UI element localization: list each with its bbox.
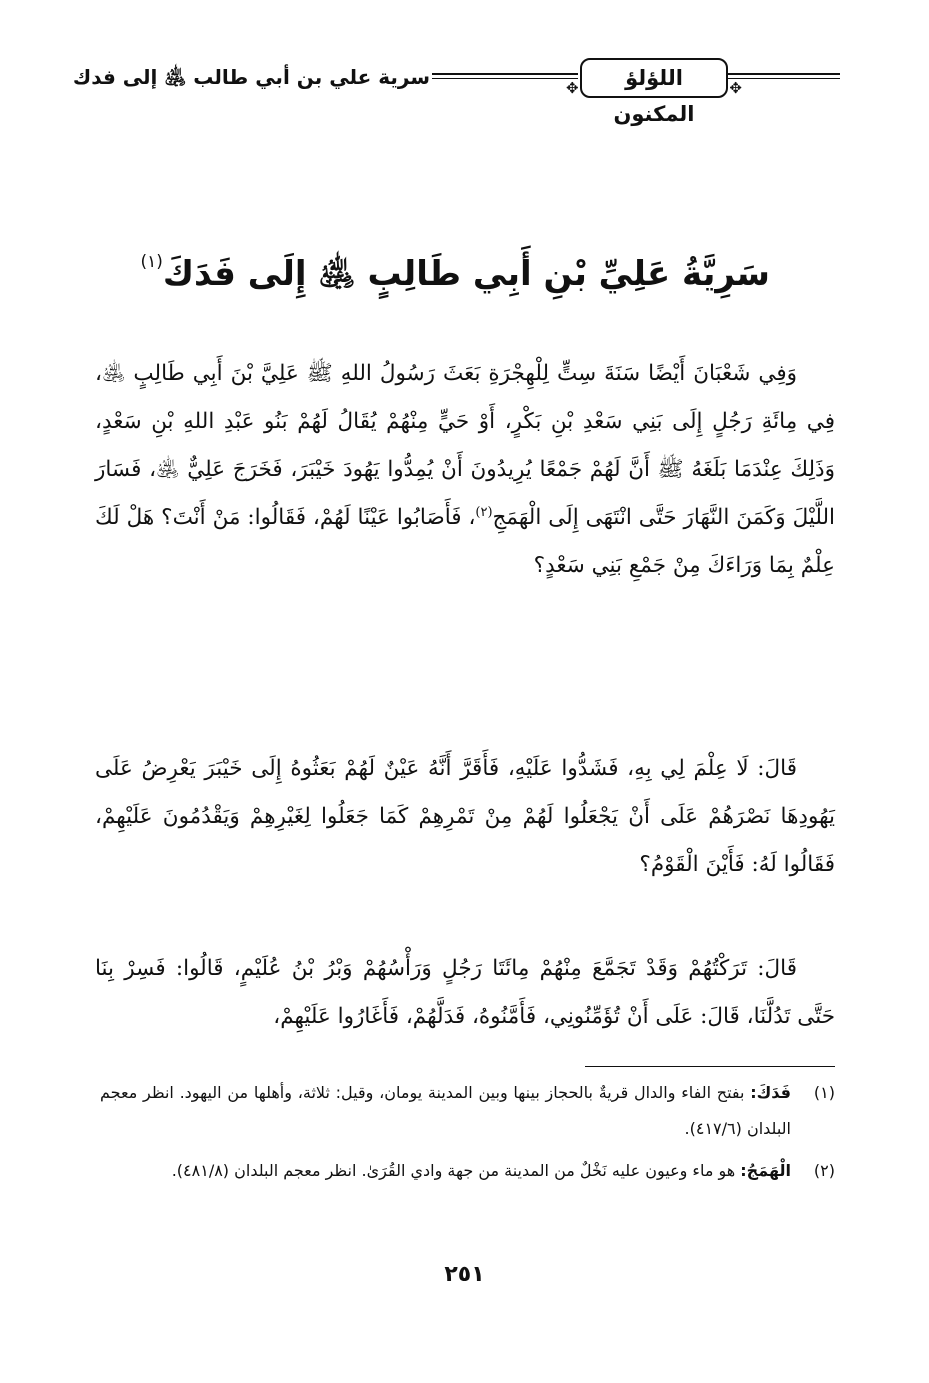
footnote-number: (٢)	[813, 1161, 835, 1180]
footnote-separator	[585, 1066, 835, 1067]
body-paragraph	[95, 745, 835, 889]
chapter-title-text: سَرِيَّةُ عَلِيِّ بْنِ أَبِي طَالِبٍ ﵁ إِلَى فَدَكَ	[162, 254, 770, 294]
body-paragraph	[95, 945, 835, 1041]
running-header-book-title: اللؤلؤ المكنون	[613, 66, 695, 126]
chapter-footnote-ref: (١)	[140, 252, 163, 272]
footnote-text: بفتح الفاء والدال قريةٌ بالحجاز بينها وبين المدينة يومان، وقيل: ثلاثة، وأهلها من اليهود. انظر معجم البلدان (٤١٧/٦).	[100, 1083, 791, 1138]
book-title-ornament	[566, 58, 742, 126]
running-header-chapter-title: سرية علي بن أبي طالب ﵁ إلى فدك	[72, 65, 430, 89]
paragraph-text: قَالَ: لَا عِلْمَ لِي بِهِ، فَشَدُّوا عَلَيْهِ، فَأَقَرَّ أَنَّهُ عَيْنٌ لَهُمْ بَعَثُوهُ إِلَى خَيْبَرَ يَعْرِضُ عَلَى يَهُودِهَا نَصْرَهُمْ عَلَى أَنْ يَجْعَلُوا لَهُمْ مِنْ تَمْرِهِمْ كَمَا جَعَلُوا لِغَيْرِهِمْ وَيَقْدُمُونَ عَلَيْهِمْ، فَقَالُوا لَهُ: فَأَيْنَ الْقَوْمُ؟	[95, 756, 835, 877]
ornament-flourish-right-icon: ✥	[729, 79, 742, 97]
header-rule-right	[728, 73, 840, 79]
paragraph-text: قَالَ: تَرَكْتُهُمْ وَقَدْ تَجَمَّعَ مِنْهُمْ مِائَتَا رَجُلٍ وَرَأْسُهُمْ وَبْرُ بْنُ عُلَيْمٍ، قَالُوا: فَسِرْ بِنَا حَتَّى تَدُلَّنَا، قَالَ: عَلَى أَنْ تُؤَمِّنُونِي، فَأَمَّنُوهُ، فَدَلَّهُمْ، فَأَغَارُوا عَلَيْهِمْ،	[95, 956, 835, 1029]
footnote-text: هو ماء وعيون عليه نَخْلٌ من المدينة من جهة وادي القُرَىٰ. انظر معجم البلدان (٤٨١/٨).	[171, 1161, 736, 1180]
footnote	[100, 1075, 835, 1147]
footnote-number: (١)	[813, 1083, 836, 1102]
body-paragraph	[95, 350, 835, 590]
footnote-ref: (٢)	[475, 504, 493, 520]
paragraph-text: ، فَأَصَابُوا عَيْنًا لَهُمْ، فَقَالُوا: مَنْ أَنْتَ؟ هَلْ لَكَ عِلْمٌ بِمَا وَرَاءَكَ مِنْ جَمْعِ بَنِي سَعْدٍ؟	[95, 505, 835, 578]
ornament-flourish-left-icon: ✥	[566, 79, 579, 97]
footnote-term: فَدَكَ:	[750, 1083, 792, 1102]
chapter-title	[140, 232, 770, 304]
footnotes	[100, 1075, 835, 1195]
footnote	[100, 1153, 835, 1189]
footnote-term: الْهَمَجُ:	[740, 1161, 791, 1180]
page-number: ٢٥١	[444, 1262, 485, 1287]
paragraph-text: وَفِي شَعْبَانَ أَيْضًا سَنَةَ سِتٍّ لِلْهِجْرَةِ بَعَثَ رَسُولُ اللهِ ﷺ عَلِيَّ بْنَ أَبِي طَالِبٍ ﵁، فِي مِائَةِ رَجُلٍ إِلَى بَنِي سَعْدِ بْنِ بَكْرٍ، أَوْ حَيٍّ مِنْهُمْ يُقَالُ لَهُمْ بَنُو عَبْدِ اللهِ بْنِ سَعْدٍ، وَذَلِكَ عِنْدَمَا بَلَغَهُ ﷺ أَنَّ لَهُمْ جَمْعًا يُرِيدُونَ أَنْ يُمِدُّوا يَهُودَ خَيْبَرَ، فَخَرَجَ عَلِيٌّ ﵁، فَسَارَ اللَّيْلَ وَكَمَنَ النَّهَارَ حَتَّى انْتَهَى إِلَى الْهَمَجِ	[95, 361, 835, 530]
header-rule-left	[432, 73, 578, 79]
running-header	[72, 58, 840, 126]
